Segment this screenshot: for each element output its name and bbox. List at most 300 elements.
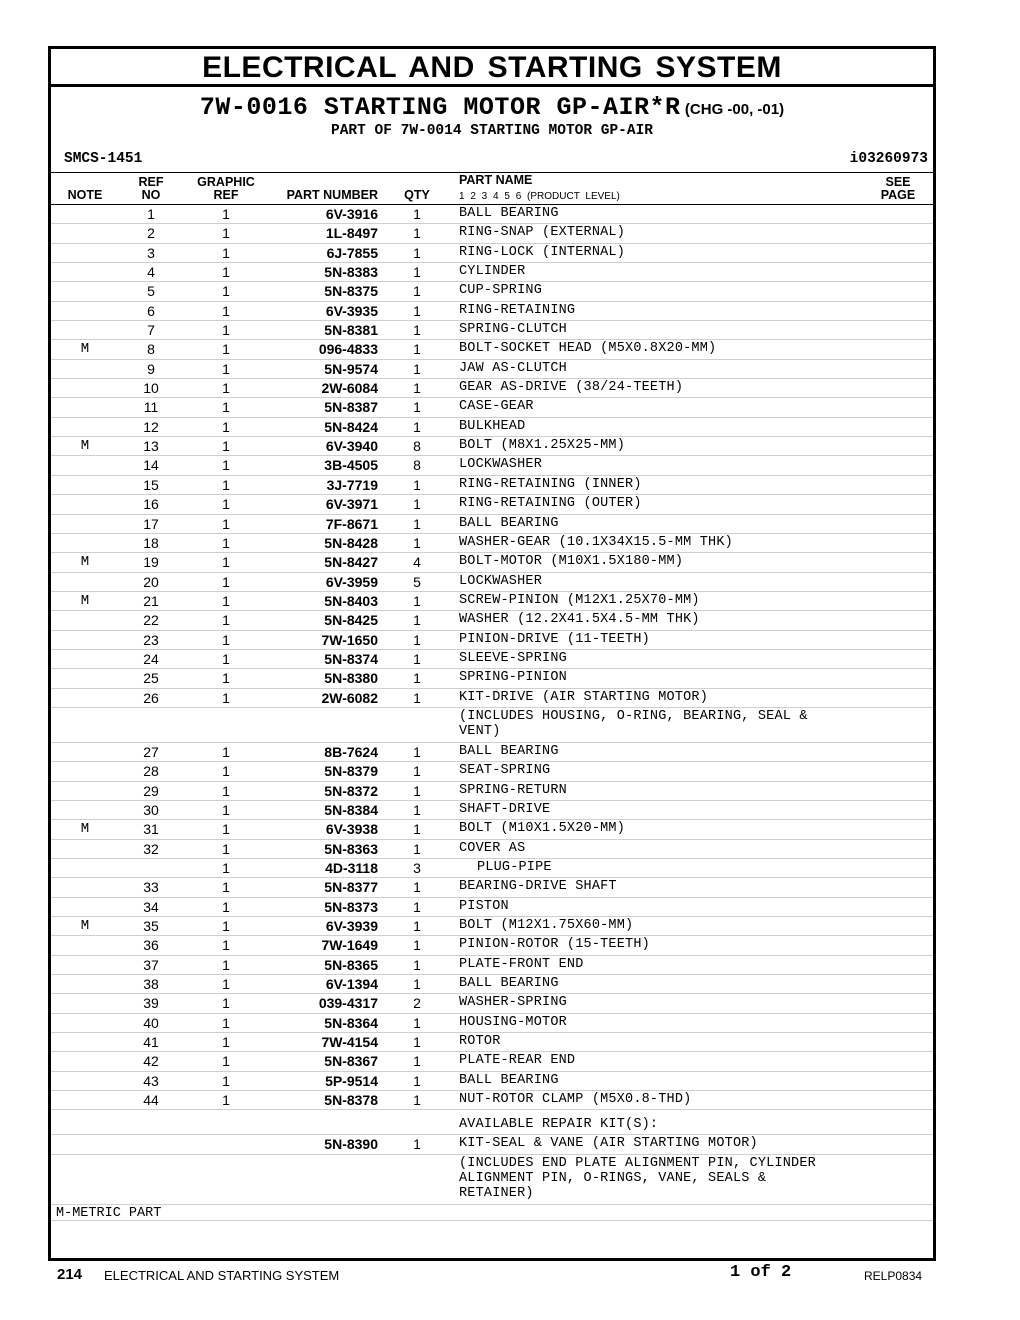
row-graphic-ref: 1 bbox=[222, 206, 230, 222]
row-qty: 3 bbox=[413, 860, 421, 876]
change-level: (CHG -00, -01) bbox=[684, 101, 785, 118]
row-qty: 1 bbox=[413, 918, 421, 935]
row-part-number: 5N-8427 bbox=[324, 554, 378, 571]
row-ref-no: 32 bbox=[143, 840, 159, 857]
table-row bbox=[51, 689, 933, 708]
row-qty: 1 bbox=[413, 322, 421, 339]
row-qty: 1 bbox=[413, 1014, 421, 1031]
row-qty: 1 bbox=[413, 1072, 421, 1089]
row-part-name: BALL BEARING bbox=[459, 515, 559, 531]
row-ref-no: 6 bbox=[147, 302, 155, 319]
row-part-number: 6V-3959 bbox=[325, 573, 378, 590]
row-part-number: 5N-8378 bbox=[324, 1092, 378, 1109]
row-graphic-ref: 1 bbox=[222, 1072, 230, 1089]
row-qty: 1 bbox=[413, 801, 421, 818]
row-graphic-ref: 1 bbox=[222, 801, 230, 818]
footnote-row bbox=[51, 1205, 933, 1221]
row-ref-no: 14 bbox=[143, 457, 159, 474]
row-graphic-ref: 1 bbox=[222, 879, 230, 896]
row-graphic-ref: 1 bbox=[222, 264, 230, 281]
row-ref-no: 27 bbox=[143, 743, 159, 760]
row-graphic-ref: 1 bbox=[222, 360, 230, 377]
row-part-name: BEARING-DRIVE SHAFT bbox=[459, 879, 617, 895]
header-part-name: PART NAME bbox=[459, 173, 533, 187]
table-row bbox=[51, 898, 933, 917]
row-qty: 1 bbox=[413, 380, 421, 397]
row-part-number: 8B-7624 bbox=[324, 743, 378, 760]
row-note: M bbox=[80, 438, 90, 455]
table-row bbox=[51, 244, 933, 263]
table-row bbox=[51, 224, 933, 243]
row-qty: 1 bbox=[413, 898, 421, 915]
row-part-name: SEAT-SPRING bbox=[459, 763, 551, 779]
table-row bbox=[51, 1052, 933, 1071]
row-part-name: BALL BEARING bbox=[459, 1072, 559, 1088]
row-graphic-ref: 1 bbox=[222, 496, 230, 513]
row-qty: 1 bbox=[413, 1034, 421, 1051]
row-note: M bbox=[80, 592, 90, 609]
row-qty: 1 bbox=[413, 244, 421, 261]
part-of-line: PART OF 7W-0014 STARTING MOTOR GP-AIR bbox=[331, 123, 653, 139]
row-qty: 1 bbox=[413, 821, 421, 838]
row-part-name: WASHER (12.2X41.5X4.5-MM THK) bbox=[459, 612, 700, 628]
row-ref-no: 3 bbox=[147, 244, 155, 261]
table-row bbox=[51, 762, 933, 781]
row-ref-no: 22 bbox=[143, 612, 159, 629]
row-ref-no: 34 bbox=[143, 898, 159, 915]
row-part-number: 4D-3118 bbox=[325, 860, 378, 876]
row-ref-no: 7 bbox=[147, 322, 155, 339]
row-ref-no: 30 bbox=[143, 801, 159, 818]
row-ref-no: 4 bbox=[147, 264, 155, 281]
row-part-number: 2W-6084 bbox=[321, 380, 378, 397]
row-ref-no: 40 bbox=[143, 1014, 159, 1031]
row-graphic-ref: 1 bbox=[222, 302, 230, 319]
row-part-number: 5N-8390 bbox=[324, 1136, 378, 1153]
row-part-name: RING-RETAINING (OUTER) bbox=[459, 496, 642, 512]
row-ref-no: 23 bbox=[143, 631, 159, 648]
table-row bbox=[51, 1014, 933, 1033]
table-row bbox=[51, 205, 933, 224]
row-part-number: 6J-7855 bbox=[326, 244, 378, 261]
row-part-number: 5N-8377 bbox=[324, 879, 378, 896]
row-qty: 1 bbox=[413, 206, 421, 222]
table-row bbox=[51, 782, 933, 801]
row-part-number: 7W-1650 bbox=[321, 631, 378, 648]
row-qty: 1 bbox=[413, 840, 421, 857]
row-qty: 1 bbox=[413, 1136, 421, 1153]
table-row bbox=[51, 321, 933, 340]
row-graphic-ref: 1 bbox=[222, 1053, 230, 1070]
table-row bbox=[51, 340, 933, 359]
row-part-name: ROTOR bbox=[459, 1034, 501, 1050]
row-part-number: 5N-8373 bbox=[324, 898, 378, 915]
row-part-number: 7W-4154 bbox=[321, 1034, 378, 1051]
row-qty: 1 bbox=[413, 225, 421, 242]
row-part-number: 5N-8403 bbox=[324, 592, 378, 609]
row-part-name: RING-RETAINING bbox=[459, 302, 576, 318]
row-part-number: 6V-3939 bbox=[325, 918, 378, 935]
row-part-name: BALL BEARING bbox=[459, 743, 559, 759]
row-part-name: COVER AS bbox=[459, 840, 526, 856]
header-product-levels: 1 2 3 4 5 6 (PRODUCT LEVEL) bbox=[459, 191, 620, 202]
row-part-number: 5N-8384 bbox=[324, 801, 378, 818]
table-row bbox=[51, 936, 933, 955]
row-part-name: WASHER-SPRING bbox=[459, 995, 567, 1011]
row-qty: 1 bbox=[413, 612, 421, 629]
row-graphic-ref: 1 bbox=[222, 1092, 230, 1109]
header-graphic-ref: GRAPHIC REF bbox=[197, 175, 255, 202]
row-qty: 1 bbox=[413, 689, 421, 706]
table-row bbox=[51, 553, 933, 572]
table-row bbox=[51, 1135, 933, 1154]
table-row bbox=[51, 859, 933, 878]
row-graphic-ref: 1 bbox=[222, 476, 230, 493]
table-row bbox=[51, 1091, 933, 1110]
table-row bbox=[51, 437, 933, 456]
row-part-number: 5P-9514 bbox=[325, 1072, 378, 1089]
row-part-name: PLATE-REAR END bbox=[459, 1053, 576, 1069]
row-graphic-ref: 1 bbox=[222, 689, 230, 706]
row-graphic-ref: 1 bbox=[222, 918, 230, 935]
row-part-name: SLEEVE-SPRING bbox=[459, 650, 567, 666]
row-qty: 1 bbox=[413, 418, 421, 435]
row-part-name: BALL BEARING bbox=[459, 206, 559, 221]
row-part-number: 7F-8671 bbox=[325, 515, 378, 532]
row-graphic-ref: 1 bbox=[222, 976, 230, 993]
row-qty: 1 bbox=[413, 341, 421, 358]
row-part-name: CUP-SPRING bbox=[459, 283, 543, 299]
row-part-number: 5N-8380 bbox=[324, 670, 378, 687]
row-part-number: 6V-1394 bbox=[325, 976, 378, 993]
row-part-number: 6V-3940 bbox=[325, 438, 378, 455]
row-part-name: BALL BEARING bbox=[459, 976, 559, 992]
row-qty: 1 bbox=[413, 976, 421, 993]
table-row bbox=[51, 476, 933, 495]
smcs-code: SMCS-1451 bbox=[64, 151, 143, 167]
row-part-number: 5N-9574 bbox=[324, 360, 378, 377]
row-part-name: KIT-SEAL & VANE (AIR STARTING MOTOR) bbox=[459, 1136, 758, 1152]
row-graphic-ref: 1 bbox=[222, 225, 230, 242]
table-row bbox=[51, 1155, 933, 1205]
row-qty: 1 bbox=[413, 1092, 421, 1109]
row-qty: 8 bbox=[413, 457, 421, 474]
row-part-name: RING-LOCK (INTERNAL) bbox=[459, 244, 626, 260]
row-graphic-ref: 1 bbox=[222, 840, 230, 857]
table-row bbox=[51, 573, 933, 592]
row-qty: 1 bbox=[413, 283, 421, 300]
table-row bbox=[51, 534, 933, 553]
table-row bbox=[51, 282, 933, 301]
row-graphic-ref: 1 bbox=[222, 592, 230, 609]
header-part-number: PART NUMBER bbox=[286, 188, 378, 202]
row-ref-no: 13 bbox=[143, 438, 159, 455]
table-row bbox=[51, 708, 933, 743]
row-part-number: 5N-8375 bbox=[324, 283, 378, 300]
table-row bbox=[51, 1033, 933, 1052]
row-qty: 1 bbox=[413, 743, 421, 760]
table-row bbox=[51, 495, 933, 514]
row-qty: 1 bbox=[413, 302, 421, 319]
row-part-name: GEAR AS-DRIVE (38/24-TEETH) bbox=[459, 380, 684, 396]
footer-section-title: ELECTRICAL AND STARTING SYSTEM bbox=[104, 1268, 340, 1283]
footer-doc-code: RELP0834 bbox=[864, 1269, 923, 1283]
table-row bbox=[51, 398, 933, 417]
row-graphic-ref: 1 bbox=[222, 534, 230, 551]
row-ref-no: 16 bbox=[143, 496, 159, 513]
row-part-number: 6V-3935 bbox=[325, 302, 378, 319]
parts-list-frame bbox=[48, 46, 936, 1261]
row-part-number: 096-4833 bbox=[318, 341, 378, 358]
metric-footnote: M-METRIC PART bbox=[56, 1205, 162, 1221]
row-graphic-ref: 1 bbox=[222, 1034, 230, 1051]
row-part-number: 5N-8425 bbox=[324, 612, 378, 629]
row-ref-no: 19 bbox=[143, 554, 159, 571]
row-part-number: 2W-6082 bbox=[321, 689, 378, 706]
table-row bbox=[51, 650, 933, 669]
row-graphic-ref: 1 bbox=[222, 399, 230, 416]
row-ref-no: 24 bbox=[143, 650, 159, 667]
row-ref-no: 37 bbox=[143, 956, 159, 973]
row-qty: 2 bbox=[413, 995, 421, 1012]
row-qty: 1 bbox=[413, 763, 421, 780]
group-header bbox=[51, 87, 933, 173]
row-qty: 1 bbox=[413, 592, 421, 609]
row-part-name: CASE-GEAR bbox=[459, 399, 534, 415]
table-row bbox=[51, 994, 933, 1013]
footer-page-of: 1 of 2 bbox=[730, 1263, 792, 1282]
table-row bbox=[51, 418, 933, 437]
row-part-number: 5N-8387 bbox=[324, 399, 378, 416]
table-row bbox=[51, 917, 933, 936]
row-ref-no: 35 bbox=[143, 918, 159, 935]
row-part-number: 1L-8497 bbox=[325, 225, 378, 242]
row-part-name: PINION-DRIVE (11-TEETH) bbox=[459, 631, 650, 647]
row-part-number: 5N-8374 bbox=[324, 650, 378, 667]
table-row bbox=[51, 379, 933, 398]
row-ref-no: 9 bbox=[147, 360, 155, 377]
group-title bbox=[51, 93, 933, 122]
row-part-number: 5N-8383 bbox=[324, 264, 378, 281]
row-ref-no: 25 bbox=[143, 670, 159, 687]
row-part-name: AVAILABLE REPAIR KIT(S): bbox=[459, 1117, 659, 1133]
row-part-name: SCREW-PINION (M12X1.25X70-MM) bbox=[459, 592, 700, 608]
row-part-number: 5N-8367 bbox=[324, 1053, 378, 1070]
table-row bbox=[51, 820, 933, 839]
table-row bbox=[51, 975, 933, 994]
row-graphic-ref: 1 bbox=[222, 554, 230, 571]
row-graphic-ref: 1 bbox=[222, 1014, 230, 1031]
row-ref-no: 31 bbox=[143, 821, 159, 838]
row-part-name: RING-RETAINING (INNER) bbox=[459, 476, 642, 492]
row-part-name: BOLT (M10X1.5X20-MM) bbox=[459, 821, 626, 837]
row-ref-no: 36 bbox=[143, 937, 159, 954]
footer-page-number: 214 bbox=[57, 1266, 83, 1283]
row-part-name: SHAFT-DRIVE bbox=[459, 801, 551, 817]
row-note: M bbox=[80, 918, 90, 935]
row-part-number: 5N-8379 bbox=[324, 763, 378, 780]
row-qty: 1 bbox=[413, 264, 421, 281]
header-see-page: SEE PAGE bbox=[880, 175, 916, 202]
row-graphic-ref: 1 bbox=[222, 283, 230, 300]
group-name: 7W-0016 STARTING MOTOR GP-AIR*R bbox=[199, 93, 681, 122]
header-ref-no: REF NO bbox=[138, 175, 164, 202]
parts-table-body bbox=[51, 205, 933, 1205]
table-row bbox=[51, 801, 933, 820]
row-qty: 1 bbox=[413, 1053, 421, 1070]
row-ref-no: 20 bbox=[143, 573, 159, 590]
table-row bbox=[51, 631, 933, 650]
row-qty: 1 bbox=[413, 782, 421, 799]
row-ref-no: 12 bbox=[143, 418, 159, 435]
row-part-name: BOLT-MOTOR (M10X1.5X180-MM) bbox=[459, 554, 684, 570]
row-part-number: 5N-8364 bbox=[324, 1014, 378, 1031]
row-qty: 1 bbox=[413, 496, 421, 513]
table-row bbox=[51, 956, 933, 975]
row-part-number: 7W-1649 bbox=[321, 937, 378, 954]
row-ref-no: 1 bbox=[147, 206, 155, 222]
row-qty: 1 bbox=[413, 515, 421, 532]
row-graphic-ref: 1 bbox=[222, 956, 230, 973]
row-part-number: 5N-8424 bbox=[324, 418, 378, 435]
row-part-name: RING-SNAP (EXTERNAL) bbox=[459, 225, 626, 241]
row-graphic-ref: 1 bbox=[222, 743, 230, 760]
row-qty: 1 bbox=[413, 534, 421, 551]
row-part-name: JAW AS-CLUTCH bbox=[459, 360, 567, 376]
row-note: M bbox=[80, 554, 90, 571]
row-graphic-ref: 1 bbox=[222, 860, 230, 876]
row-graphic-ref: 1 bbox=[222, 631, 230, 648]
row-part-name: (INCLUDES HOUSING, O-RING, BEARING, SEAL & VENT) bbox=[459, 708, 808, 739]
row-graphic-ref: 1 bbox=[222, 763, 230, 780]
row-ref-no: 8 bbox=[147, 341, 155, 358]
row-part-name: BULKHEAD bbox=[459, 418, 526, 434]
row-ref-no: 15 bbox=[143, 476, 159, 493]
row-graphic-ref: 1 bbox=[222, 341, 230, 358]
row-graphic-ref: 1 bbox=[222, 322, 230, 339]
row-graphic-ref: 1 bbox=[222, 670, 230, 687]
row-part-name: PLUG-PIPE bbox=[477, 860, 552, 875]
row-graphic-ref: 1 bbox=[222, 457, 230, 474]
row-qty: 4 bbox=[413, 554, 421, 571]
row-ref-no: 10 bbox=[143, 380, 159, 397]
row-graphic-ref: 1 bbox=[222, 821, 230, 838]
row-ref-no: 39 bbox=[143, 995, 159, 1012]
table-row bbox=[51, 360, 933, 379]
row-part-number: 5N-8381 bbox=[324, 322, 378, 339]
table-row bbox=[51, 1072, 933, 1091]
row-qty: 1 bbox=[413, 631, 421, 648]
header-qty: QTY bbox=[404, 188, 430, 202]
table-row bbox=[51, 515, 933, 534]
table-row bbox=[51, 743, 933, 762]
row-ref-no: 2 bbox=[147, 225, 155, 242]
row-graphic-ref: 1 bbox=[222, 573, 230, 590]
row-part-name: PINION-ROTOR (15-TEETH) bbox=[459, 937, 650, 953]
row-qty: 1 bbox=[413, 879, 421, 896]
table-row bbox=[51, 456, 933, 475]
row-graphic-ref: 1 bbox=[222, 650, 230, 667]
row-ref-no: 5 bbox=[147, 283, 155, 300]
row-qty: 8 bbox=[413, 438, 421, 455]
row-part-number: 6V-3916 bbox=[325, 206, 378, 222]
row-qty: 1 bbox=[413, 476, 421, 493]
row-ref-no: 29 bbox=[143, 782, 159, 799]
row-part-name: SPRING-PINION bbox=[459, 670, 567, 686]
row-graphic-ref: 1 bbox=[222, 898, 230, 915]
row-part-name: WASHER-GEAR (10.1X34X15.5-MM THK) bbox=[459, 534, 733, 550]
row-part-name: BOLT-SOCKET HEAD (M5X0.8X20-MM) bbox=[459, 341, 717, 357]
row-qty: 1 bbox=[413, 937, 421, 954]
row-ref-no: 28 bbox=[143, 763, 159, 780]
row-part-name: PISTON bbox=[459, 898, 509, 914]
table-header bbox=[51, 173, 933, 205]
row-ref-no: 17 bbox=[143, 515, 159, 532]
row-ref-no: 43 bbox=[143, 1072, 159, 1089]
row-ref-no: 18 bbox=[143, 534, 159, 551]
row-qty: 1 bbox=[413, 399, 421, 416]
row-part-name: LOCKWASHER bbox=[459, 457, 543, 473]
row-qty: 1 bbox=[413, 360, 421, 377]
row-part-number: 3J-7719 bbox=[326, 476, 378, 493]
row-qty: 1 bbox=[413, 956, 421, 973]
row-note: M bbox=[80, 821, 90, 838]
row-part-number: 3B-4505 bbox=[324, 457, 378, 474]
row-part-name: HOUSING-MOTOR bbox=[459, 1014, 567, 1030]
table-row bbox=[51, 592, 933, 611]
row-graphic-ref: 1 bbox=[222, 782, 230, 799]
row-note: M bbox=[80, 341, 90, 358]
row-part-number: 5N-8365 bbox=[324, 956, 378, 973]
row-graphic-ref: 1 bbox=[222, 515, 230, 532]
header-note: NOTE bbox=[67, 188, 103, 202]
row-ref-no: 44 bbox=[143, 1092, 159, 1109]
row-part-number: 6V-3938 bbox=[325, 821, 378, 838]
row-graphic-ref: 1 bbox=[222, 612, 230, 629]
row-part-name: BOLT (M8X1.25X25-MM) bbox=[459, 438, 626, 454]
row-part-number: 5N-8372 bbox=[324, 782, 378, 799]
row-part-name: LOCKWASHER bbox=[459, 573, 543, 589]
table-row bbox=[51, 302, 933, 321]
row-qty: 5 bbox=[413, 573, 421, 590]
table-row bbox=[51, 1110, 933, 1135]
row-part-name: PLATE-FRONT END bbox=[459, 956, 584, 972]
row-part-name: CYLINDER bbox=[459, 264, 526, 280]
row-part-number: 5N-8363 bbox=[324, 840, 378, 857]
page-title: ELECTRICAL AND STARTING SYSTEM bbox=[51, 49, 933, 87]
row-ref-no: 33 bbox=[143, 879, 159, 896]
row-ref-no: 21 bbox=[143, 592, 159, 609]
row-qty: 1 bbox=[413, 650, 421, 667]
row-part-name: SPRING-CLUTCH bbox=[459, 322, 567, 338]
row-part-name: SPRING-RETURN bbox=[459, 782, 567, 798]
row-graphic-ref: 1 bbox=[222, 995, 230, 1012]
row-qty: 1 bbox=[413, 670, 421, 687]
row-ref-no: 42 bbox=[143, 1053, 159, 1070]
row-graphic-ref: 1 bbox=[222, 438, 230, 455]
row-ref-no: 26 bbox=[143, 689, 159, 706]
illustration-id: i03260973 bbox=[849, 151, 928, 167]
row-part-name: BOLT (M12X1.75X60-MM) bbox=[459, 918, 634, 934]
row-graphic-ref: 1 bbox=[222, 244, 230, 261]
row-part-name: KIT-DRIVE (AIR STARTING MOTOR) bbox=[459, 689, 709, 705]
row-part-number: 6V-3971 bbox=[325, 496, 378, 513]
table-row bbox=[51, 263, 933, 282]
row-ref-no: 11 bbox=[143, 399, 159, 416]
row-graphic-ref: 1 bbox=[222, 418, 230, 435]
table-row bbox=[51, 878, 933, 897]
table-row bbox=[51, 669, 933, 688]
